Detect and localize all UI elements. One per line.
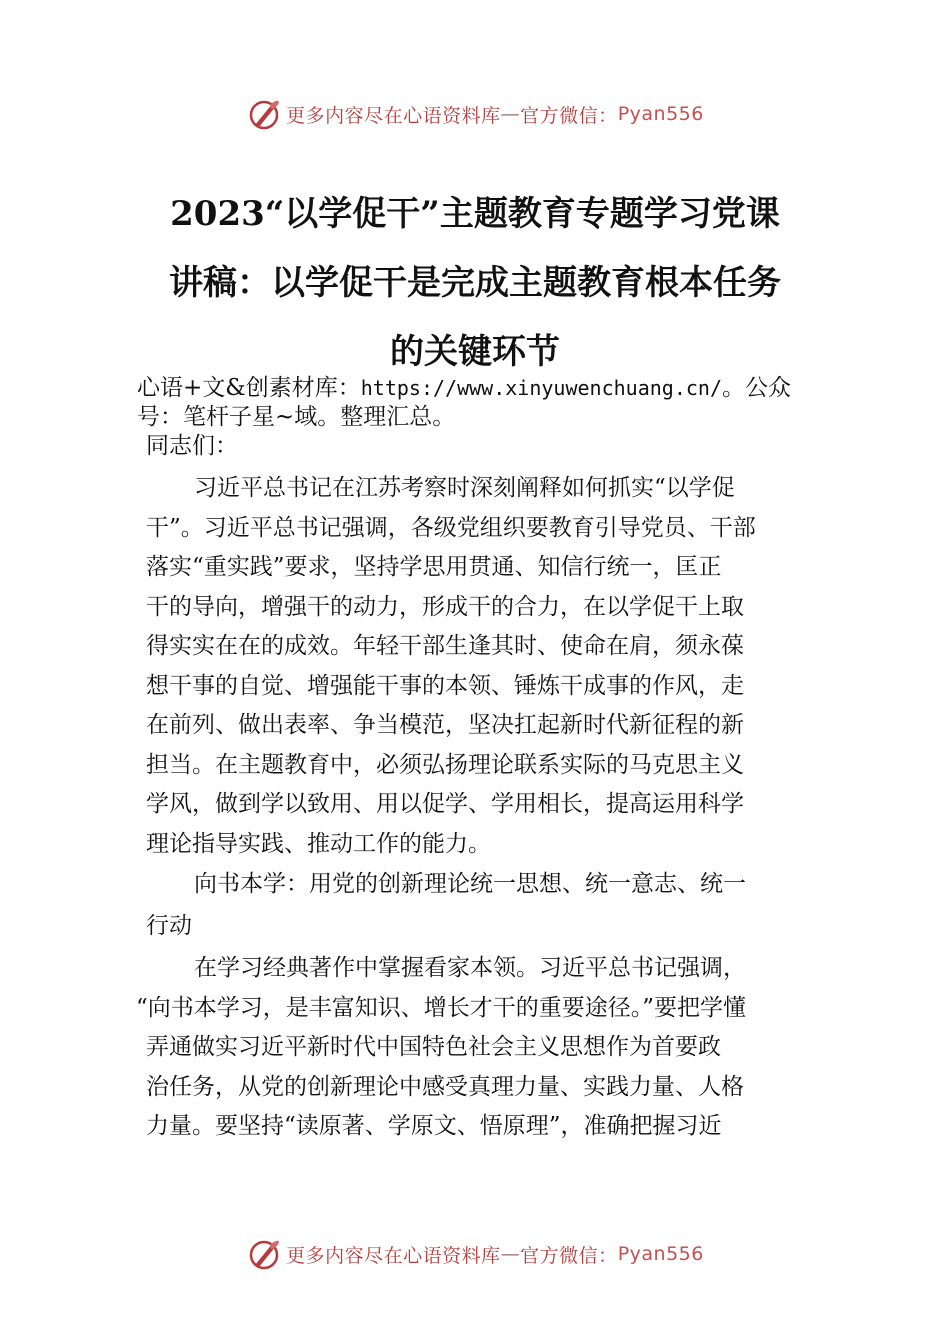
- paragraph-line: 力量。要坚持“读原著、学原文、悟原理”，准确把握习近: [146, 1113, 722, 1139]
- banner-wechat-id: Pyan556: [617, 1243, 704, 1265]
- source-note: [137, 374, 837, 432]
- paragraph-line: 在学习经典著作中掌握看家本领。习近平总书记强调，: [194, 955, 746, 981]
- quill-logo-icon: [246, 1236, 282, 1272]
- paragraph-1: [146, 469, 816, 864]
- paragraph-line: 干”。习近平总书记强调，各级党组织要教育引导党员、干部: [146, 514, 756, 541]
- banner-main-text: 更多内容尽在心语资料库: [286, 1244, 501, 1267]
- banner-main-text: 更多内容尽在心语资料库: [286, 104, 501, 127]
- section-heading-paragraph: [146, 863, 816, 947]
- paragraph-line: 想干事的自觉、增强能干事的本领、锤炼干成事的作风，走: [146, 672, 744, 699]
- title-line: 的关键环节: [390, 332, 560, 372]
- paragraph-line: 担当。在主题教育中，必须弘扬理论联系实际的马克思主义: [146, 751, 744, 778]
- paragraph-line: 干的导向，增强干的动力，形成干的合力，在以学促干上取: [146, 593, 744, 620]
- paragraph-line: 在前列、做出表率、争当模范，坚决扛起新时代新征程的新: [146, 712, 744, 738]
- paragraph-line: 行动: [146, 913, 192, 939]
- source-suffix: 。公众: [721, 375, 791, 401]
- document-title: [130, 180, 820, 387]
- title-line: 2023“以学促干”主题教育专题学习党课: [170, 194, 780, 234]
- paragraph-line: 弄通做实习近平新时代中国特色社会主义思想作为首要政: [146, 1034, 721, 1060]
- paragraph-line: 落实“重实践”要求，坚持学思用贯通、知信行统一，匡正: [146, 554, 722, 580]
- source-url: https://www.xinyuwenchuang.cn/: [360, 376, 722, 400]
- quill-logo-icon: [246, 96, 282, 132]
- paragraph-3: [136, 949, 816, 1147]
- paragraph-line: “向书本学习，是丰富知识、增长才干的重要途径。”要把学懂: [136, 994, 747, 1021]
- paragraph-line: 得实实在在的成效。年轻干部生逢其时、使命在肩，须永葆: [146, 633, 744, 659]
- source-prefix: 心语+文&创素材库：: [137, 375, 361, 401]
- watermark-banner-top: [0, 96, 950, 132]
- watermark-banner-bottom: [0, 1236, 950, 1272]
- salutation: 同志们：: [146, 433, 238, 459]
- banner-label: 官方微信：: [520, 1244, 618, 1267]
- banner-wechat-id: Pyan556: [617, 103, 704, 125]
- source-line: [137, 374, 837, 403]
- title-line: 讲稿：以学促干是完成主题教育根本任务: [169, 263, 781, 303]
- banner-label: 官方微信：: [520, 104, 618, 127]
- source-line: 号：笔杆子星~域。整理汇总。: [137, 404, 456, 430]
- paragraph-line: 理论指导实践、推动工作的能力。: [146, 830, 491, 857]
- paragraph-line: 治任务，从党的创新理论中感受真理力量、实践力量、人格: [146, 1073, 744, 1100]
- banner-separator: —: [500, 103, 521, 125]
- paragraph-line: 学风，做到学以致用、用以促学、学用相长，提高运用科学: [146, 791, 744, 817]
- paragraph-line: 向书本学：用党的创新理论统一思想、统一意志、统一: [194, 871, 746, 897]
- banner-separator: —: [500, 1243, 521, 1265]
- paragraph-line: 习近平总书记在江苏考察时深刻阐释如何抓实“以学促: [194, 475, 735, 501]
